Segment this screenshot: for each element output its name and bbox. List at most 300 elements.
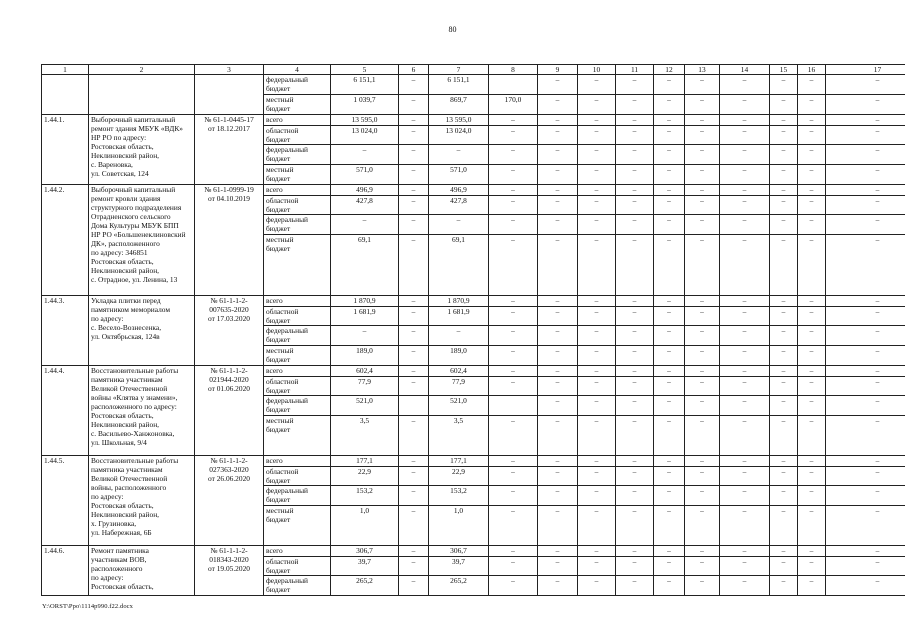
amount-cell: –	[720, 145, 770, 165]
amount-cell: 39,7	[429, 557, 489, 576]
amount-cell: 869,7	[429, 95, 489, 115]
item-number-cell: 1.44.2.	[42, 185, 89, 296]
amount-cell: –	[770, 416, 798, 456]
object-name-cell: Ремонт памятника участникам ВОВ, расположенного по адресу: Ростовская область,	[89, 546, 195, 596]
amount-cell: –	[654, 486, 685, 506]
amount-cell: –	[770, 215, 798, 235]
amount-cell: –	[798, 145, 826, 165]
amount-cell: 3,5	[331, 416, 399, 456]
amount-cell: –	[616, 346, 654, 366]
amount-cell: –	[798, 546, 826, 557]
amount-cell: –	[685, 486, 720, 506]
amount-cell: –	[538, 366, 578, 377]
amount-cell: –	[826, 377, 905, 396]
funding-source-cell: областной бюджет	[264, 126, 331, 145]
amount-cell: –	[685, 546, 720, 557]
amount-cell: –	[429, 215, 489, 235]
amount-cell: –	[798, 326, 826, 346]
amount-cell: –	[489, 366, 538, 377]
amount-cell: –	[538, 95, 578, 115]
amount-cell: –	[720, 185, 770, 196]
amount-cell: –	[489, 377, 538, 396]
amount-cell: 189,0	[331, 346, 399, 366]
amount-cell: –	[578, 126, 616, 145]
amount-cell: –	[654, 326, 685, 346]
table-row	[42, 75, 905, 95]
amount-cell: –	[578, 145, 616, 165]
amount-cell: –	[578, 75, 616, 95]
column-header: 1	[42, 65, 89, 75]
amount-cell: 1 870,9	[331, 296, 399, 307]
column-number-row	[42, 65, 905, 75]
amount-cell: –	[538, 307, 578, 326]
amount-cell: –	[399, 486, 429, 506]
amount-cell: –	[826, 165, 905, 185]
amount-cell: –	[538, 215, 578, 235]
funding-source-cell: всего	[264, 115, 331, 126]
amount-cell: –	[654, 467, 685, 486]
amount-cell: –	[798, 377, 826, 396]
amount-cell: –	[331, 215, 399, 235]
amount-cell: –	[399, 235, 429, 296]
amount-cell: 1 870,9	[429, 296, 489, 307]
page-number: 80	[448, 25, 457, 34]
amount-cell: –	[798, 215, 826, 235]
amount-cell: –	[654, 557, 685, 576]
amount-cell: –	[399, 196, 429, 215]
expertise-doc-cell	[195, 75, 264, 115]
amount-cell: –	[654, 185, 685, 196]
amount-cell: 521,0	[429, 396, 489, 416]
amount-cell: –	[399, 576, 429, 596]
amount-cell: –	[616, 467, 654, 486]
funding-source-cell: всего	[264, 456, 331, 467]
amount-cell: –	[616, 115, 654, 126]
amount-cell: –	[578, 456, 616, 467]
amount-cell: –	[770, 366, 798, 377]
amount-cell: –	[720, 456, 770, 467]
amount-cell: –	[538, 416, 578, 456]
amount-cell: –	[399, 185, 429, 196]
amount-cell: –	[770, 126, 798, 145]
item-number-cell: 1.44.4.	[42, 366, 89, 456]
amount-cell: –	[826, 506, 905, 546]
amount-cell: –	[489, 296, 538, 307]
amount-cell: –	[654, 576, 685, 596]
amount-cell: –	[616, 126, 654, 145]
amount-cell: –	[685, 366, 720, 377]
expertise-doc-cell: № 61-1-0445-17 от 18.12.2017	[195, 115, 264, 185]
amount-cell: –	[720, 215, 770, 235]
amount-cell: –	[331, 145, 399, 165]
column-header: 8	[489, 65, 538, 75]
amount-cell: –	[578, 326, 616, 346]
funding-source-cell: местный бюджет	[264, 346, 331, 366]
funding-source-cell: федеральный бюджет	[264, 215, 331, 235]
amount-cell: –	[538, 185, 578, 196]
amount-cell: –	[720, 557, 770, 576]
amount-cell: –	[685, 126, 720, 145]
amount-cell: –	[399, 557, 429, 576]
amount-cell: –	[489, 416, 538, 456]
amount-cell: –	[770, 145, 798, 165]
amount-cell: –	[720, 296, 770, 307]
amount-cell: –	[770, 396, 798, 416]
amount-cell: –	[798, 467, 826, 486]
amount-cell: –	[399, 377, 429, 396]
amount-cell: –	[538, 126, 578, 145]
amount-cell: –	[798, 95, 826, 115]
amount-cell: –	[685, 235, 720, 296]
amount-cell: –	[616, 215, 654, 235]
amount-cell: –	[399, 307, 429, 326]
funding-source-cell: местный бюджет	[264, 235, 331, 296]
amount-cell: –	[538, 296, 578, 307]
amount-cell: –	[770, 346, 798, 366]
amount-cell: –	[489, 196, 538, 215]
amount-cell: –	[489, 467, 538, 486]
amount-cell: –	[685, 326, 720, 346]
amount-cell: –	[489, 557, 538, 576]
amount-cell: –	[538, 557, 578, 576]
amount-cell: –	[798, 307, 826, 326]
amount-cell: –	[826, 416, 905, 456]
amount-cell: –	[538, 346, 578, 366]
amount-cell: –	[399, 456, 429, 467]
amount-cell: 265,2	[331, 576, 399, 596]
amount-cell: –	[616, 196, 654, 215]
column-header: 3	[195, 65, 264, 75]
amount-cell: 177,1	[429, 456, 489, 467]
amount-cell: –	[770, 506, 798, 546]
amount-cell: –	[538, 196, 578, 215]
amount-cell: –	[798, 185, 826, 196]
amount-cell: 1 681,9	[429, 307, 489, 326]
column-header: 2	[89, 65, 195, 75]
item-number-cell: 1.44.5.	[42, 456, 89, 546]
amount-cell: –	[654, 165, 685, 185]
amount-cell: –	[826, 126, 905, 145]
amount-cell: –	[720, 326, 770, 346]
object-name-cell: Укладка плитки перед памятником мемориалом по адресу: с. Весело-Вознесенка, ул. Октябрьская, 124в	[89, 296, 195, 366]
amount-cell: –	[489, 486, 538, 506]
amount-cell: –	[429, 145, 489, 165]
amount-cell: –	[770, 165, 798, 185]
amount-cell: 571,0	[429, 165, 489, 185]
amount-cell: –	[720, 396, 770, 416]
amount-cell: –	[616, 95, 654, 115]
amount-cell: –	[685, 296, 720, 307]
amount-cell: –	[685, 307, 720, 326]
amount-cell: –	[399, 215, 429, 235]
amount-cell: 427,8	[331, 196, 399, 215]
funding-source-cell: областной бюджет	[264, 377, 331, 396]
amount-cell: 22,9	[429, 467, 489, 486]
amount-cell: 13 595,0	[331, 115, 399, 126]
amount-cell: –	[578, 346, 616, 366]
funding-source-cell: всего	[264, 366, 331, 377]
item-number-cell: 1.44.1.	[42, 115, 89, 185]
amount-cell: –	[720, 467, 770, 486]
amount-cell: –	[720, 196, 770, 215]
amount-cell: –	[798, 486, 826, 506]
amount-cell: –	[399, 366, 429, 377]
amount-cell: –	[654, 296, 685, 307]
amount-cell: –	[826, 396, 905, 416]
amount-cell: –	[578, 196, 616, 215]
item-number-cell: 1.44.6.	[42, 546, 89, 596]
amount-cell: 1 039,7	[331, 95, 399, 115]
amount-cell: –	[489, 546, 538, 557]
column-header: 15	[770, 65, 798, 75]
amount-cell: –	[685, 456, 720, 467]
amount-cell: –	[720, 346, 770, 366]
amount-cell: –	[578, 486, 616, 506]
amount-cell: –	[538, 396, 578, 416]
funding-source-cell: федеральный бюджет	[264, 396, 331, 416]
amount-cell: –	[399, 467, 429, 486]
funding-source-cell: местный бюджет	[264, 416, 331, 456]
amount-cell: 6 151,1	[331, 75, 399, 95]
column-header: 5	[331, 65, 399, 75]
amount-cell: –	[826, 196, 905, 215]
amount-cell: –	[770, 486, 798, 506]
amount-cell: –	[616, 486, 654, 506]
amount-cell: –	[489, 215, 538, 235]
amount-cell: –	[616, 396, 654, 416]
amount-cell: –	[654, 377, 685, 396]
amount-cell: –	[654, 346, 685, 366]
amount-cell: –	[489, 506, 538, 546]
amount-cell: 496,9	[429, 185, 489, 196]
amount-cell: –	[654, 546, 685, 557]
amount-cell: –	[770, 75, 798, 95]
amount-cell: –	[616, 416, 654, 456]
amount-cell: –	[826, 296, 905, 307]
amount-cell: –	[720, 486, 770, 506]
funding-source-cell: областной бюджет	[264, 196, 331, 215]
amount-cell: –	[826, 326, 905, 346]
amount-cell: –	[538, 506, 578, 546]
amount-cell: –	[685, 115, 720, 126]
funding-source-cell: всего	[264, 296, 331, 307]
amount-cell: –	[720, 75, 770, 95]
amount-cell: –	[616, 366, 654, 377]
amount-cell: –	[720, 126, 770, 145]
amount-cell: –	[489, 326, 538, 346]
amount-cell: –	[538, 467, 578, 486]
amount-cell: –	[654, 456, 685, 467]
column-header: 12	[654, 65, 685, 75]
funding-source-cell: областной бюджет	[264, 467, 331, 486]
amount-cell: –	[798, 456, 826, 467]
amount-cell: –	[331, 326, 399, 346]
amount-cell: 571,0	[331, 165, 399, 185]
amount-cell: –	[685, 185, 720, 196]
amount-cell: –	[826, 75, 905, 95]
amount-cell: –	[826, 185, 905, 196]
table-body	[42, 75, 905, 596]
amount-cell: –	[720, 546, 770, 557]
amount-cell: –	[538, 115, 578, 126]
amount-cell: –	[489, 576, 538, 596]
amount-cell: –	[826, 467, 905, 486]
amount-cell: –	[578, 307, 616, 326]
amount-cell: –	[654, 126, 685, 145]
amount-cell: 69,1	[429, 235, 489, 296]
amount-cell: 77,9	[429, 377, 489, 396]
amount-cell: –	[538, 456, 578, 467]
amount-cell: –	[685, 467, 720, 486]
amount-cell: 496,9	[331, 185, 399, 196]
amount-cell: 1 681,9	[331, 307, 399, 326]
amount-cell: –	[616, 546, 654, 557]
amount-cell: –	[399, 95, 429, 115]
amount-cell: –	[685, 396, 720, 416]
amount-cell: –	[538, 576, 578, 596]
expertise-doc-cell: № 61-1-0999-19 от 04.10.2019	[195, 185, 264, 296]
amount-cell	[489, 396, 538, 416]
amount-cell: –	[578, 557, 616, 576]
amount-cell: –	[826, 235, 905, 296]
amount-cell: –	[654, 115, 685, 126]
amount-cell: 1,0	[429, 506, 489, 546]
funding-source-cell: федеральный бюджет	[264, 576, 331, 596]
amount-cell: –	[770, 196, 798, 215]
amount-cell: –	[538, 326, 578, 346]
amount-cell: –	[489, 456, 538, 467]
amount-cell: –	[578, 366, 616, 377]
amount-cell: –	[685, 95, 720, 115]
amount-cell	[399, 396, 429, 416]
amount-cell: –	[578, 546, 616, 557]
funding-source-cell: всего	[264, 185, 331, 196]
amount-cell: –	[720, 576, 770, 596]
amount-cell: –	[578, 506, 616, 546]
amount-cell: –	[798, 396, 826, 416]
amount-cell: –	[685, 557, 720, 576]
funding-source-cell: всего	[264, 546, 331, 557]
funding-source-cell: федеральный бюджет	[264, 326, 331, 346]
amount-cell: –	[399, 115, 429, 126]
amount-cell: –	[399, 75, 429, 95]
amount-cell: –	[489, 115, 538, 126]
column-header: 14	[720, 65, 770, 75]
column-header: 9	[538, 65, 578, 75]
amount-cell: –	[685, 377, 720, 396]
expertise-doc-cell: № 61-1-1-2- 007635-2020 от 17.03.2020	[195, 296, 264, 366]
amount-cell: 602,4	[429, 366, 489, 377]
funding-source-cell: местный бюджет	[264, 165, 331, 185]
amount-cell: –	[826, 456, 905, 467]
amount-cell: –	[798, 196, 826, 215]
amount-cell: –	[654, 506, 685, 546]
amount-cell: 39,7	[331, 557, 399, 576]
amount-cell: –	[578, 467, 616, 486]
amount-cell: –	[489, 145, 538, 165]
amount-cell: –	[798, 115, 826, 126]
amount-cell: –	[538, 165, 578, 185]
amount-cell: –	[578, 296, 616, 307]
amount-cell: –	[616, 576, 654, 596]
amount-cell: –	[798, 506, 826, 546]
amount-cell: –	[578, 115, 616, 126]
column-header: 13	[685, 65, 720, 75]
item-number-cell	[42, 75, 89, 115]
column-header: 10	[578, 65, 616, 75]
amount-cell: –	[654, 145, 685, 165]
object-name-cell	[89, 75, 195, 115]
amount-cell: –	[616, 75, 654, 95]
amount-cell: –	[399, 346, 429, 366]
amount-cell: –	[826, 546, 905, 557]
amount-cell: –	[826, 346, 905, 366]
amount-cell: –	[654, 396, 685, 416]
amount-cell: –	[616, 377, 654, 396]
amount-cell: –	[770, 377, 798, 396]
amount-cell: –	[538, 546, 578, 557]
amount-cell: –	[798, 75, 826, 95]
amount-cell: –	[720, 416, 770, 456]
amount-cell: –	[616, 456, 654, 467]
amount-cell: –	[770, 467, 798, 486]
amount-cell: –	[616, 326, 654, 346]
amount-cell: –	[685, 165, 720, 185]
table-row	[42, 456, 905, 467]
amount-cell: 22,9	[331, 467, 399, 486]
amount-cell: 69,1	[331, 235, 399, 296]
amount-cell: 77,9	[331, 377, 399, 396]
amount-cell: –	[578, 165, 616, 185]
table-row	[42, 185, 905, 196]
funding-source-cell: областной бюджет	[264, 557, 331, 576]
amount-cell: –	[798, 366, 826, 377]
amount-cell: –	[538, 235, 578, 296]
amount-cell: –	[538, 377, 578, 396]
funding-source-cell: местный бюджет	[264, 506, 331, 546]
column-header: 17	[826, 65, 905, 75]
amount-cell: –	[770, 185, 798, 196]
amount-cell: 427,8	[429, 196, 489, 215]
amount-cell: –	[720, 506, 770, 546]
amount-cell: –	[720, 366, 770, 377]
amount-cell: –	[399, 546, 429, 557]
amount-cell: –	[489, 346, 538, 366]
amount-cell: –	[826, 486, 905, 506]
amount-cell: –	[654, 215, 685, 235]
amount-cell: –	[489, 185, 538, 196]
column-header: 6	[399, 65, 429, 75]
amount-cell: –	[538, 145, 578, 165]
amount-cell: –	[685, 346, 720, 366]
amount-cell: –	[616, 307, 654, 326]
amount-cell: –	[489, 235, 538, 296]
item-number-cell: 1.44.3.	[42, 296, 89, 366]
funding-source-cell: федеральный бюджет	[264, 145, 331, 165]
amount-cell: –	[489, 165, 538, 185]
amount-cell: –	[720, 115, 770, 126]
amount-cell: –	[616, 145, 654, 165]
amount-cell: –	[770, 115, 798, 126]
amount-cell: –	[538, 75, 578, 95]
amount-cell: –	[826, 557, 905, 576]
amount-cell: –	[429, 326, 489, 346]
amount-cell: –	[578, 416, 616, 456]
expertise-doc-cell: № 61-1-1-2- 018343-2020 от 19.05.2020	[195, 546, 264, 596]
amount-cell: –	[720, 235, 770, 296]
amount-cell: –	[685, 416, 720, 456]
amount-cell: –	[685, 75, 720, 95]
